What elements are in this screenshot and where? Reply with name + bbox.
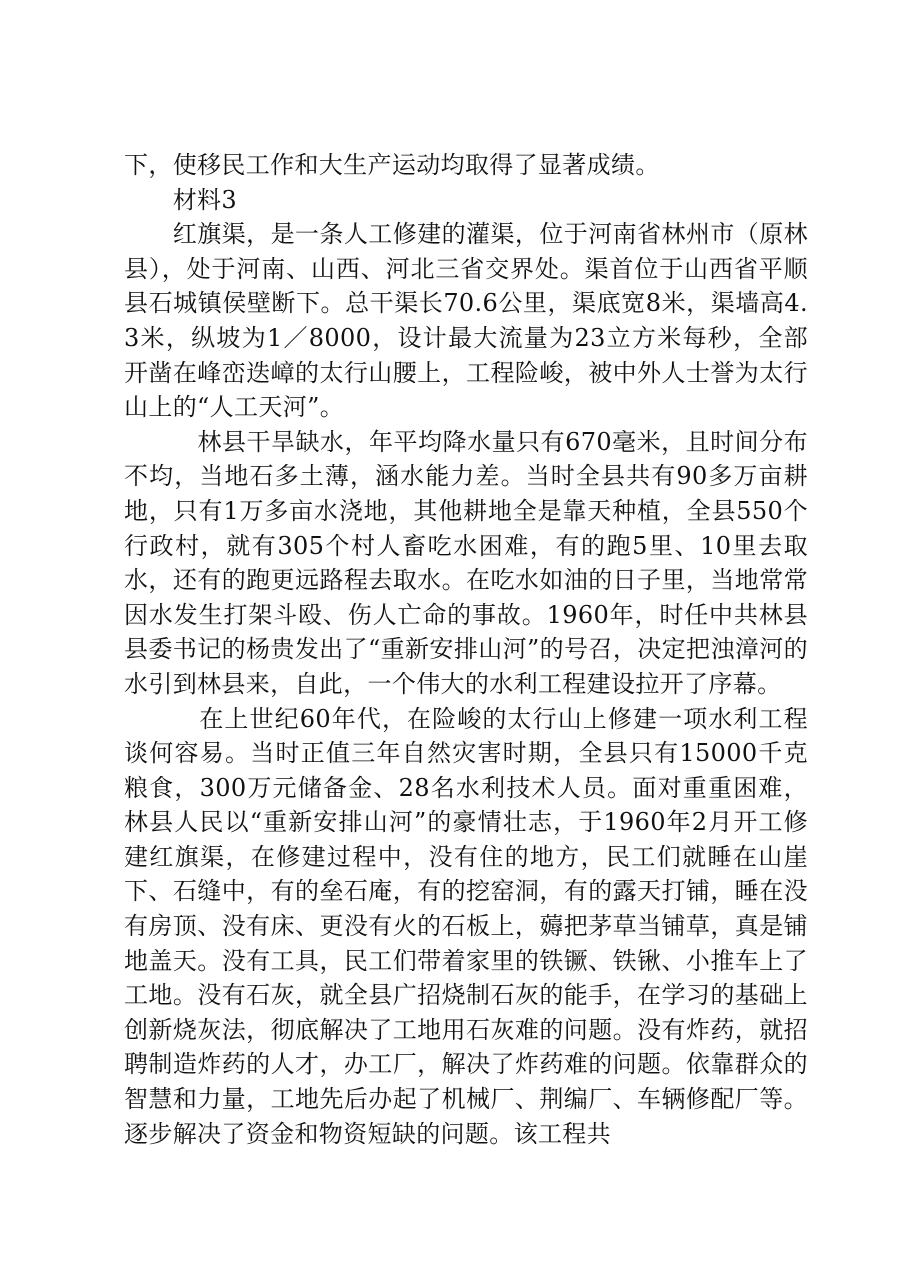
body-text bbox=[124, 148, 808, 1151]
paragraph-linxian-drought: 林县干旱缺水，年平均降水量只有670毫米，且时间分布不均，当地石多土薄，涵水能力差。当时全县共有90多万亩耕地，只有1万多亩水浇地，其他耕地全是靠天种植，全县550个行政村，就有305个村人畜吃水困难，有的跑5里、10里去取水，还有的跑更远路程去取水。在吃水如油的日子里，当地常常因水发生打架斗殴、伤人亡命的事故。1960年，时任中共林县县委书记的杨贵发出了“重新安排山河”的号召，决定把浊漳河的水引到林县来，自此，一个伟大的水利工程建设拉开了序幕。 bbox=[124, 427, 808, 698]
paragraph-construction-1960s: 在上世纪60年代，在险峻的太行山上修建一项水利工程谈何容易。当时正值三年自然灾害时期，全县只有15000千克粮食，300万元储备金、28名水利技术人员。面对重重困难，林县人民以“重新安排山河”的豪情壮志，于1960年2月开工修建红旗渠，在修建过程中，没有住的地方，民工们就睡在山崖下、石缝中，有的垒石庵，有的挖窑洞，有的露天打铺，睡在没有房顶、没有床、更没有火的石板上，薅把茅草当铺草，真是铺地盖天。没有工具，民工们带着家里的铁镢、铁锹、小推车上了工地。没有石灰，就全县广招烧制石灰的能手，在学习的基础上创新烧灰法，彻底解决了工地用石灰难的问题。没有炸药，就招聘制造炸药的人才，办工厂，解决了炸药难的问题。依靠群众的智慧和力量，工地先后办起了机械厂、荆编厂、车辆修配厂等。逐步解决了资金和物资短缺的问题。该工程共 bbox=[124, 704, 808, 1148]
paragraph-continuation: 下，使移民工作和大生产运动均取得了显著成绩。 bbox=[124, 151, 660, 179]
section-heading-material-3: 材料3 bbox=[124, 185, 238, 214]
paragraph-hongqi-canal-intro: 红旗渠，是一条人工修建的灌渠，位于河南省林州市（原林县），处于河南、山西、河北三省交界处。渠首位于山西省平顺县石城镇侯壁断下。总干渠长70.6公里，渠底宽8米，渠墙高4.3米，纵坡为1／8000，设计最大流量为23立方米每秒，全部开凿在峰峦迭嶂的太行山腰上，工程险峻，被中外人士誉为太行山上的“人工天河”。 bbox=[124, 220, 808, 422]
